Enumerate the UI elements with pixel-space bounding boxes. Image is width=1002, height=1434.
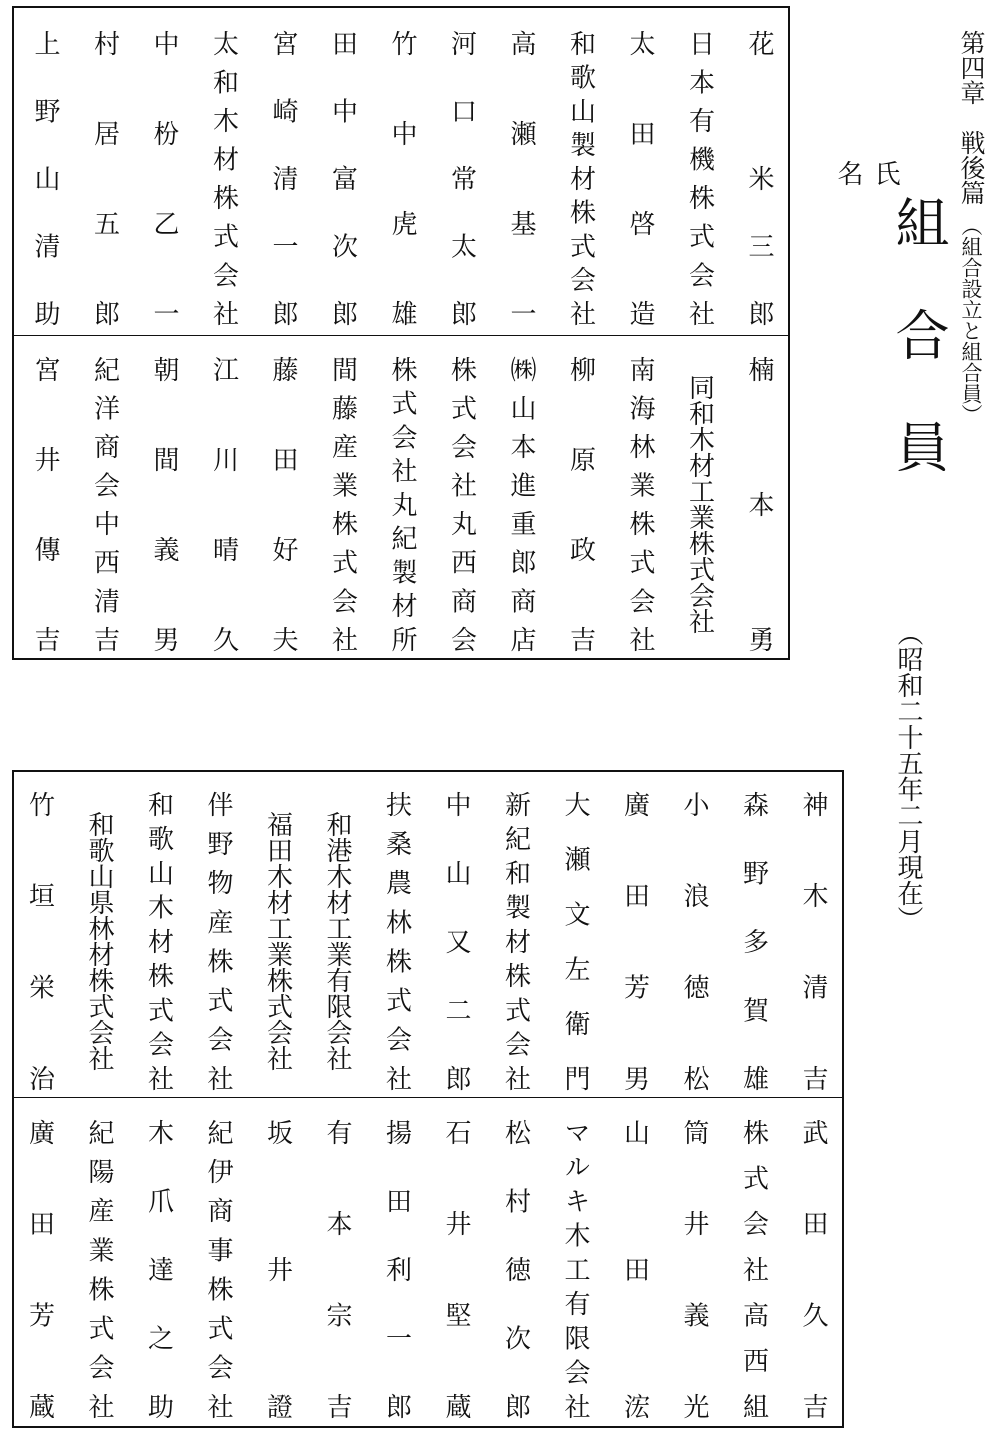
member-entry: 上野山清助 <box>30 30 60 326</box>
member-entry: 株式会社高西組 <box>738 1119 769 1419</box>
member-entry: 扶桑農林株式会社 <box>381 791 412 1091</box>
member-entry: 花 米三郎 <box>744 30 774 326</box>
member-entry: 竹中虎雄 <box>387 30 417 326</box>
chapter-title: 第四章 戦後篇 <box>957 30 986 205</box>
member-table-2 <box>12 770 844 1428</box>
member-entry: 南海林業株式会社 <box>625 356 655 652</box>
member-entry: 日本有機株式会社 <box>684 30 715 326</box>
member-entry: 柳原政吉 <box>565 356 596 652</box>
heading-char-2: 名 <box>833 160 863 186</box>
date-note: （昭和二十五年二月現在） <box>893 620 923 932</box>
member-entry: 太和木材株式会社 <box>208 30 239 326</box>
member-entry: 神木清吉 <box>798 791 828 1091</box>
member-entry: 朝間義男 <box>149 356 179 652</box>
chapter-header <box>954 30 988 530</box>
member-entry: 江川晴久 <box>208 356 239 652</box>
member-entry: 紀洋商会中西清吉 <box>89 356 120 652</box>
member-entry: 楠本勇 <box>744 356 774 652</box>
member-entry: 株式会社丸紀製材所 <box>387 356 417 652</box>
table-1-upper <box>14 8 788 334</box>
member-entry: 石井堅蔵 <box>441 1119 471 1419</box>
member-entry: 間藤産業株式会社 <box>327 356 358 652</box>
member-entry: 廣田芳男 <box>619 791 650 1091</box>
member-entry: 和歌山製材株式会社 <box>565 30 596 326</box>
member-entry: マルキ木工有限会社 <box>560 1119 590 1419</box>
member-entry: 伴野物産株式会社 <box>203 791 233 1091</box>
member-entry: 中山又二郎 <box>441 791 471 1091</box>
member-entry: 紀陽産業株式会社 <box>84 1119 114 1419</box>
member-entry: 筒井義光 <box>679 1119 709 1419</box>
member-table-1 <box>12 6 790 660</box>
member-entry: 紀伊商事株式会社 <box>203 1119 233 1419</box>
member-entry: 太田啓造 <box>625 30 655 326</box>
member-entry: 宮崎清一郎 <box>268 30 298 326</box>
member-entry: 高瀬基一 <box>506 30 536 326</box>
member-entry: 森野多賀雄 <box>738 791 769 1091</box>
member-entry: 河口常太郎 <box>446 30 477 326</box>
chapter-subtitle: （組合設立と組合員） <box>959 215 983 425</box>
member-entry: 田中富次郎 <box>327 30 358 326</box>
member-entry: 松村徳次郎 <box>500 1119 531 1419</box>
member-entry: 新紀和製材株式会社 <box>500 791 531 1091</box>
table-2-upper <box>14 772 842 1096</box>
member-entry: 和歌山県林材株式会社 <box>84 811 114 1071</box>
member-entry: 福田木材工業株式会社 <box>262 811 293 1071</box>
member-entry: 大瀬文左衛門 <box>560 791 590 1091</box>
member-entry: 株式会社丸西商会 <box>446 356 477 652</box>
member-entry: 揚田利一郎 <box>381 1119 412 1419</box>
member-entry: 宮井傳吉 <box>30 356 60 652</box>
member-entry: 同和木材工業株式会社 <box>684 374 715 634</box>
member-entry: 坂井證 <box>262 1119 293 1419</box>
table-2-lower <box>14 1097 842 1426</box>
member-entry: 廣田芳蔵 <box>24 1119 55 1419</box>
table-1-lower <box>14 335 788 658</box>
page-title: 組合員 <box>887 195 950 531</box>
member-entry: 和港木材工業有限会社 <box>322 811 352 1071</box>
member-entry: ㈱山本進重郎商店 <box>506 356 536 652</box>
member-entry: 木爪達之助 <box>143 1119 174 1419</box>
member-entry: 山田浤 <box>619 1119 650 1419</box>
member-entry: 中枌乙一 <box>149 30 179 326</box>
member-entry: 武田久吉 <box>798 1119 828 1419</box>
member-entry: 小浪徳松 <box>679 791 709 1091</box>
member-entry: 村居五郎 <box>89 30 120 326</box>
member-entry: 有本宗吉 <box>322 1119 352 1419</box>
member-entry: 和歌山木材株式会社 <box>143 791 174 1091</box>
member-entry: 竹垣栄治 <box>24 791 55 1091</box>
member-entry: 藤田好夫 <box>268 356 298 652</box>
column-heading <box>830 160 904 480</box>
heading-char-1: 氏 <box>870 160 900 186</box>
